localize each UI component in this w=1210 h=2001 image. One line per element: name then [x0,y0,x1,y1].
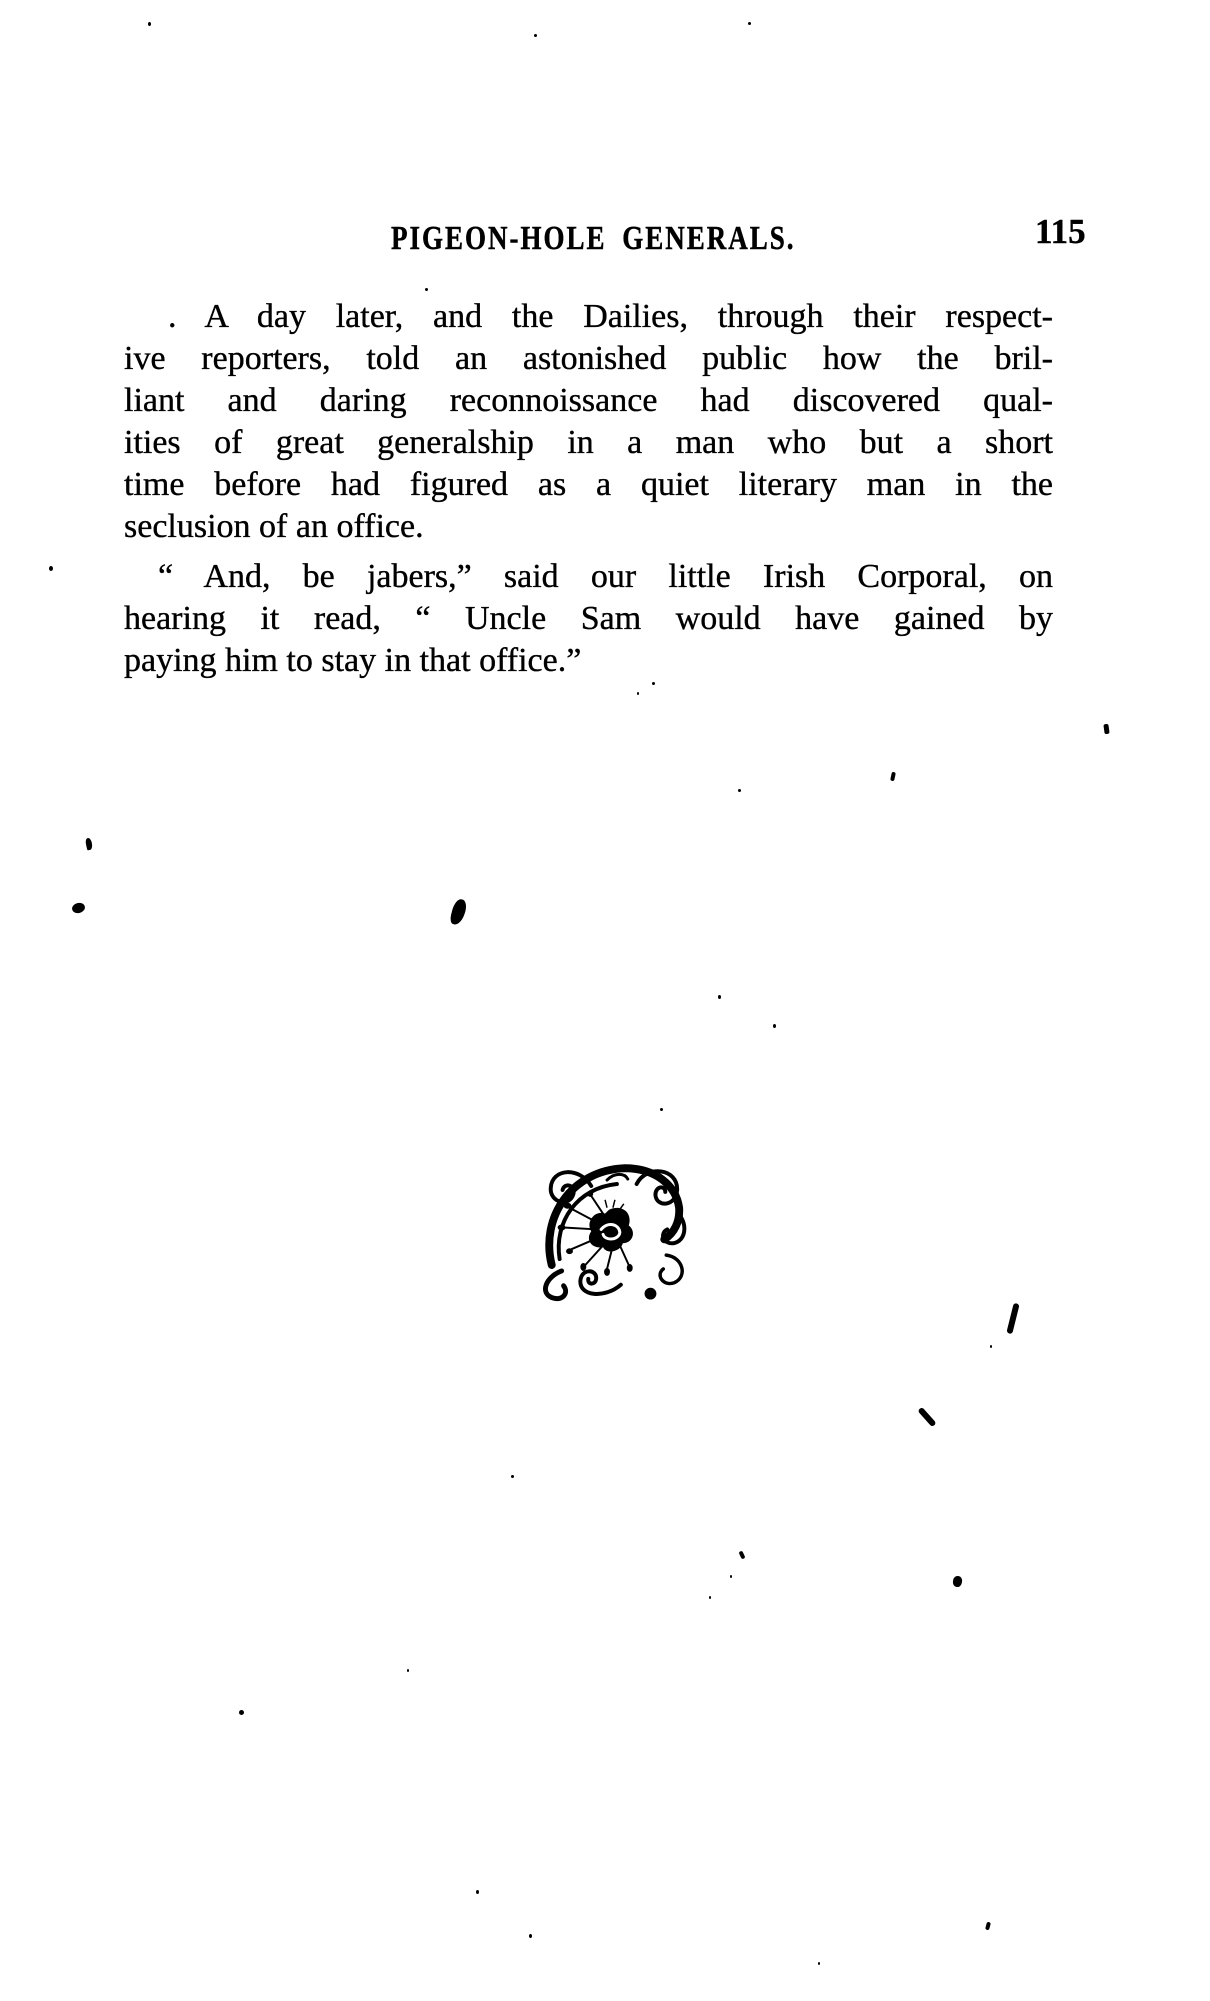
ink-speck [425,288,428,291]
text-line: time before had figured as a quiet literary man in the [124,466,1053,503]
ink-slash-stroke [1006,1303,1019,1335]
floral-tailpiece-icon [530,1148,688,1302]
text-line: ities of great generalship in a man who but a short [124,424,1053,461]
text-line: hearing it read, “ Uncle Sam would have gained by [124,600,1053,637]
ink-speck [529,1934,532,1938]
ink-speck [738,789,741,792]
ink-speck [773,1024,776,1028]
text-line: “ And, be jabers,” said our little Irish Corporal, on [158,558,1053,595]
text-line: seclusion of an office. [124,508,424,545]
text-line: . A day later, and the Dailies, through their respect- [168,298,1053,335]
ink-speck [730,1575,732,1578]
running-header-title: PIGEON-HOLE GENERALS. [391,219,796,257]
ink-speck [239,1710,244,1715]
floral-tailpiece-ornament [530,1148,688,1302]
ink-speck [148,22,151,26]
ink-blot [71,901,86,914]
text-line: ive reporters, told an astonished public how the bril- [124,340,1053,377]
ink-speck [660,1108,663,1111]
ink-speck [652,682,655,685]
ink-speck [990,1345,992,1348]
ink-speck [748,22,751,25]
ink-smudge [738,1551,745,1560]
ink-smudge [890,772,896,782]
ink-smudge [1103,724,1109,735]
ink-blot [952,1575,963,1587]
ink-speck [49,566,53,571]
page-number: 115 [1035,212,1086,251]
ink-comma-mark [85,838,93,851]
ink-speck [637,692,639,695]
ink-speck [511,1475,514,1478]
text-line: liant and daring reconnoissance had discovered qual- [124,382,1053,419]
ink-speck [718,995,721,999]
ink-speck [709,1596,711,1599]
text-line: paying him to stay in that office.” [124,642,582,679]
ink-speck [818,1962,820,1965]
paragraph-2 [124,556,1053,682]
ink-speck [476,1890,479,1894]
ink-speck [534,34,537,37]
ink-smudge [985,1922,991,1931]
ink-blot [449,898,468,926]
paragraph-1 [124,296,1053,548]
ink-backslash-stroke [917,1407,936,1427]
ink-speck [407,1669,409,1672]
